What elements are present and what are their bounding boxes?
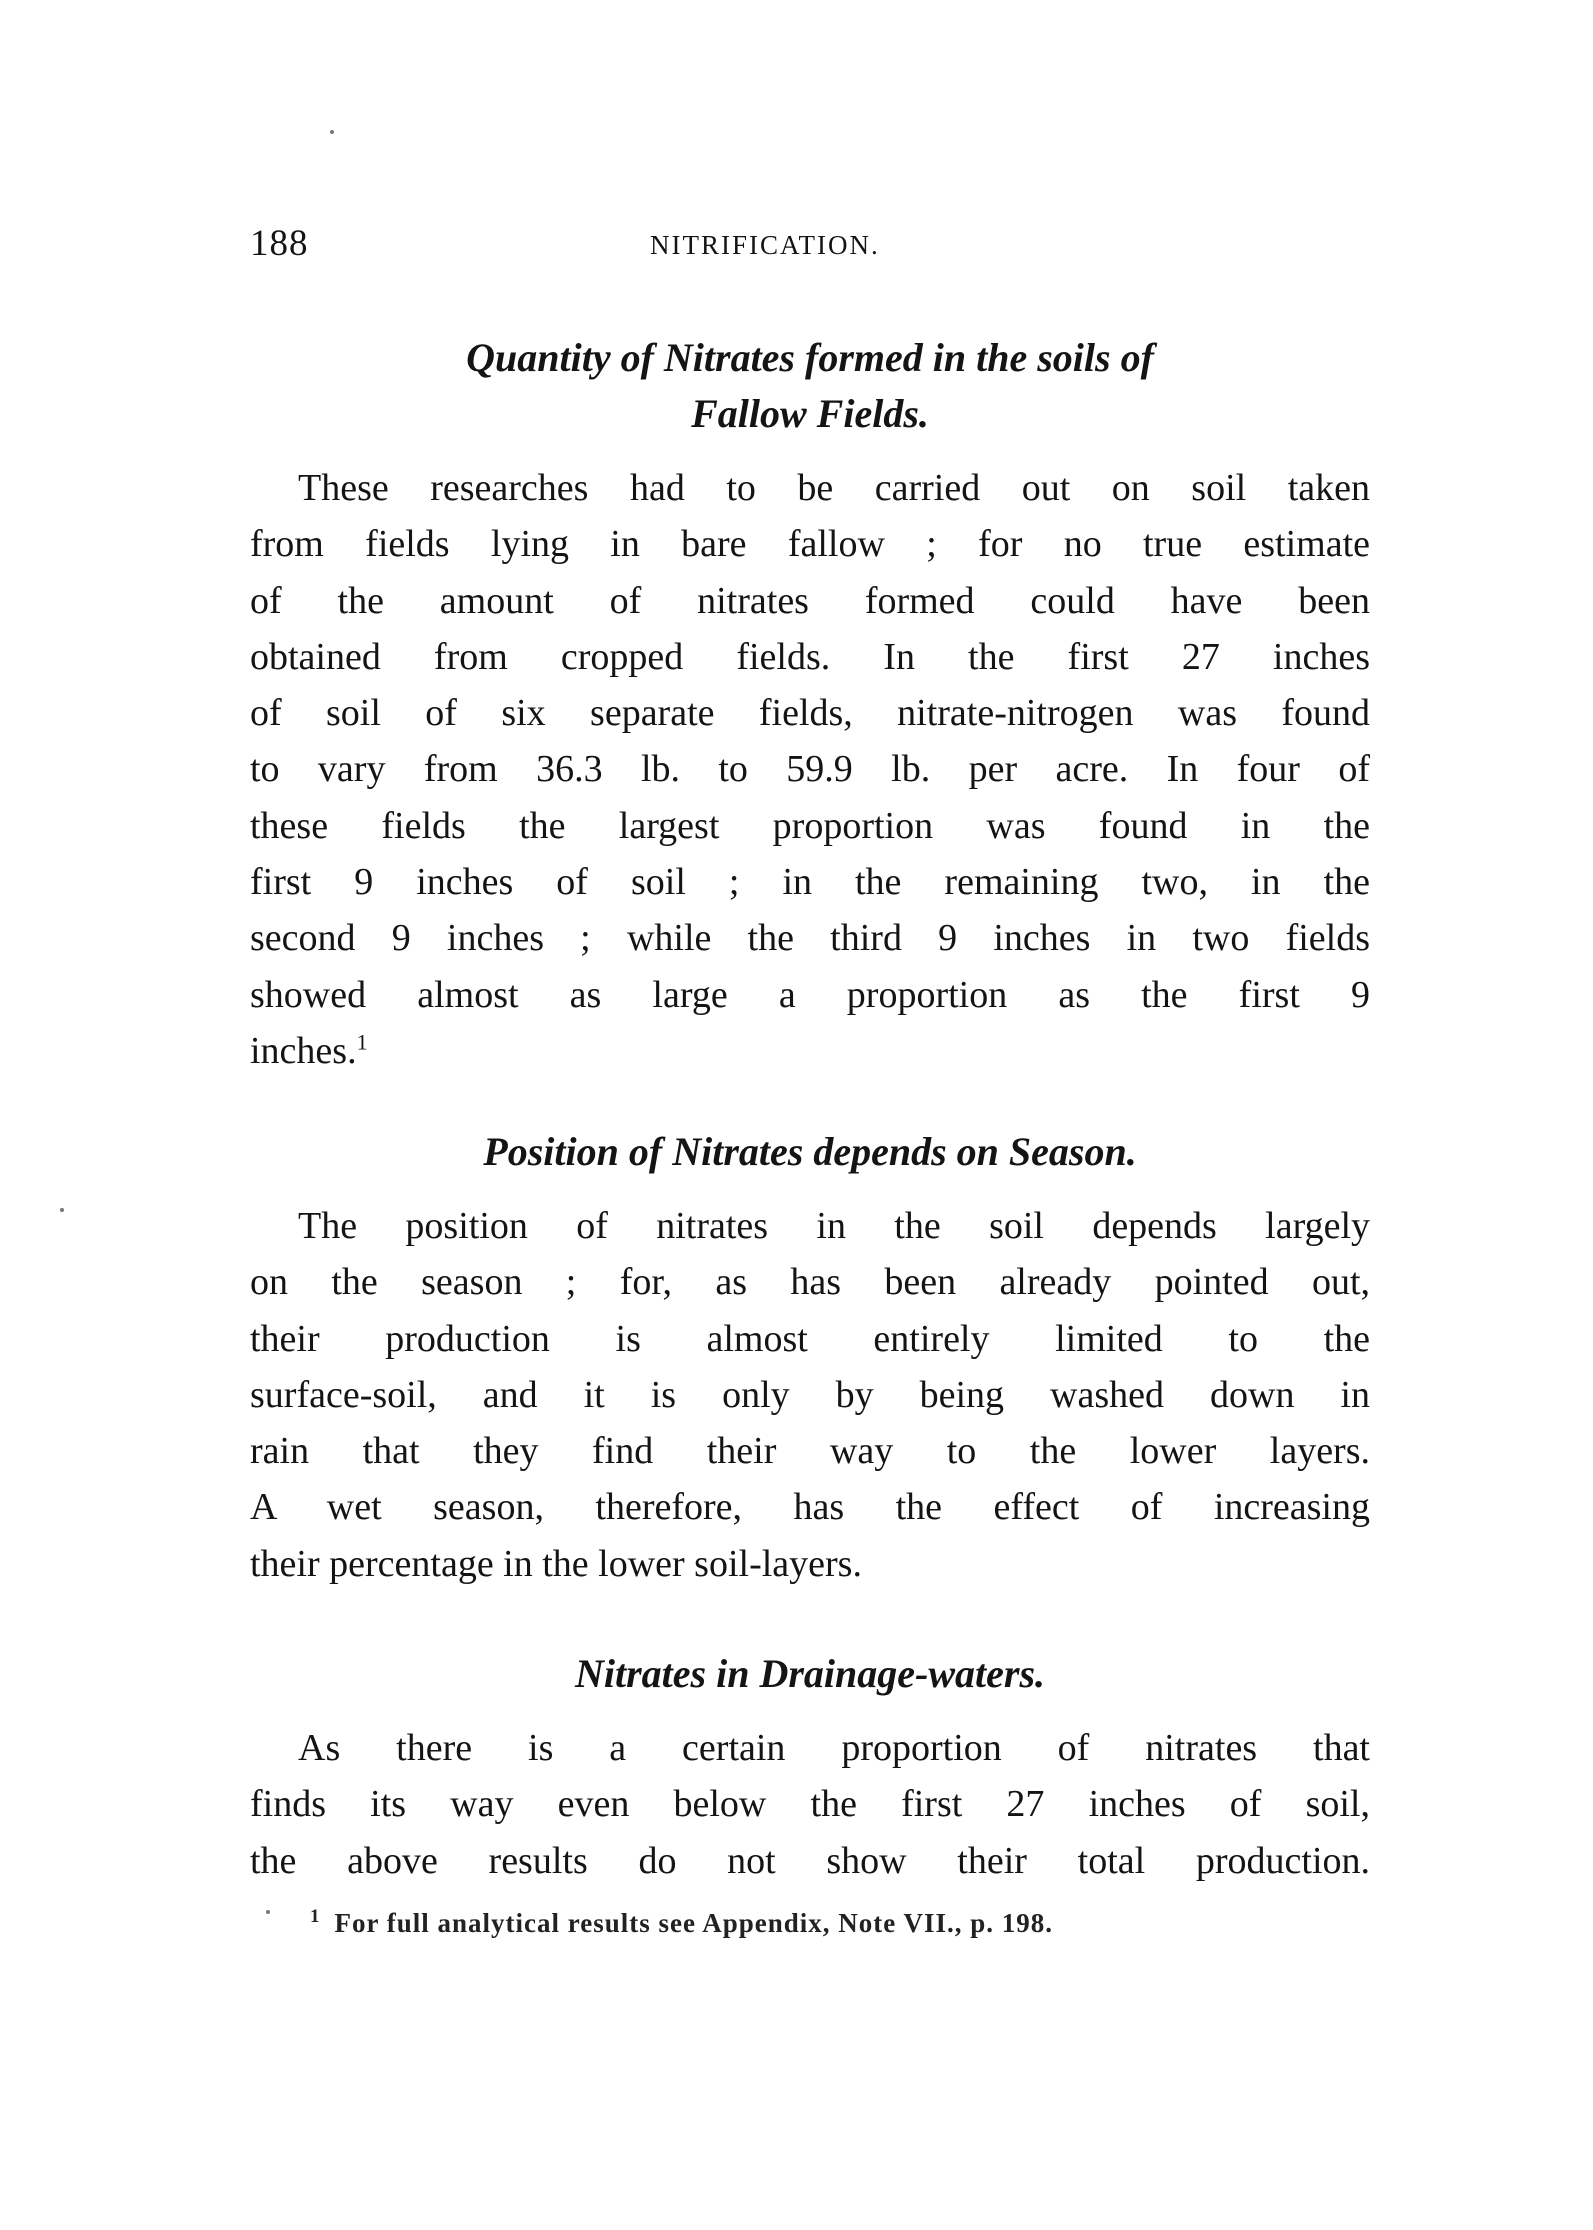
section-heading — [250, 1646, 1370, 1702]
footnote-reference[interactable]: 1 — [356, 1029, 368, 1055]
footnote-mark: 1 — [310, 1906, 321, 1927]
running-head — [250, 222, 1370, 272]
text-line: the above results do not show their total production. — [250, 1839, 1370, 1882]
section-heading — [250, 330, 1370, 442]
text-line: These researches had to be carried out on soil taken — [298, 467, 1370, 509]
text-line: obtained from cropped fields. In the first 27 inches — [250, 635, 1370, 678]
paragraph — [250, 1198, 1370, 1592]
text-line: second 9 inches ; while the third 9 inches in two fields — [250, 917, 1370, 960]
text-line: finds its way even below the first 27 inches of soil, — [250, 1783, 1370, 1826]
section-fallow-fields — [250, 330, 1370, 1079]
section-heading — [250, 1124, 1370, 1180]
text-line: to vary from 36.3 lb. to 59.9 lb. per acre. In four of — [250, 748, 1370, 791]
text-line: surface-soil, and it is only by being washed down in — [250, 1373, 1370, 1416]
page-number: 188 — [250, 223, 309, 264]
footnote-text: For full analytical results see Appendix, Note VII., p. 198. — [334, 1908, 1054, 1938]
scan-speck — [266, 1910, 270, 1914]
paragraph — [250, 460, 1370, 1079]
heading-line: Nitrates in Drainage-waters. — [574, 1651, 1046, 1696]
running-title: NITRIFICATION. — [650, 230, 880, 260]
section-drainage-waters — [250, 1646, 1370, 1889]
heading-line: Position of Nitrates depends on Season. — [483, 1129, 1137, 1174]
paragraph — [250, 1720, 1370, 1889]
scan-speck — [330, 130, 334, 134]
text-line: from fields lying in bare fallow ; for no true estimate — [250, 523, 1370, 566]
text-line-with-ref — [250, 1023, 1370, 1079]
text-line: these fields the largest proportion was found in the — [250, 804, 1370, 847]
section-position-of-nitrates — [250, 1124, 1370, 1592]
text-line: their production is almost entirely limited to the — [250, 1317, 1370, 1360]
text-line: rain that they find their way to the lower layers. — [250, 1430, 1370, 1473]
text-line: of the amount of nitrates formed could have been — [250, 579, 1370, 622]
heading-line: Quantity of Nitrates formed in the soils of — [466, 335, 1154, 380]
text-line: A wet season, therefore, has the effect of increasing — [250, 1486, 1370, 1529]
scan-speck — [60, 1208, 64, 1212]
footnote — [250, 1906, 1370, 1939]
text-line: As there is a certain proportion of nitrates that — [298, 1727, 1370, 1769]
text-line: showed almost as large a proportion as the first 9 — [250, 973, 1370, 1016]
text-line: first 9 inches of soil ; in the remaining two, in the — [250, 861, 1370, 904]
text-line: their percentage in the lower soil-layers. — [250, 1542, 862, 1585]
text-line: inches. — [250, 1029, 357, 1072]
heading-line: Fallow Fields. — [691, 391, 929, 436]
text-line: on the season ; for, as has been already pointed out, — [250, 1261, 1370, 1304]
text-line: The position of nitrates in the soil depends largely — [298, 1205, 1370, 1247]
text-line: of soil of six separate fields, nitrate-nitrogen was found — [250, 692, 1370, 735]
